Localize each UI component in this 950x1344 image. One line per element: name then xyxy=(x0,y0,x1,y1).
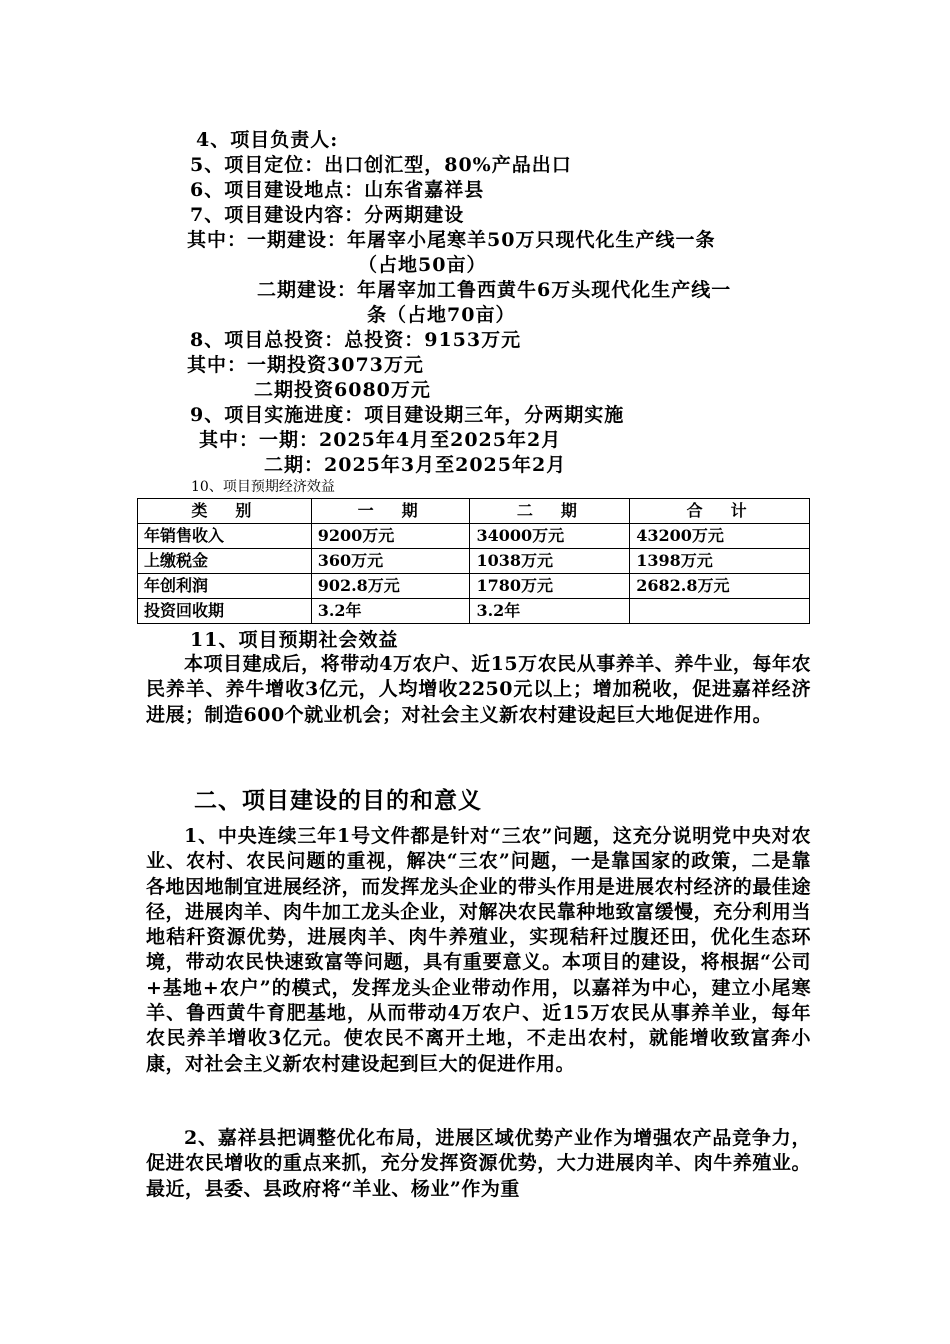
project-positioning-line: 5、项目定位：出口创汇型，80%产品出口 xyxy=(190,154,572,176)
table-cell: 902.8万元 xyxy=(311,574,470,599)
table-row xyxy=(138,524,810,549)
table-cell: 投资回收期 xyxy=(138,599,312,624)
section2-p1-text: 1、中央连续三年1号文件都是针对“三农”问题，这充分说明党中央对农业、农村、农民问题的重视，解决“三农”问题，一是靠国家的政策，二是靠各地因地制宜进展经济，而发挥龙头企业的带头作用是进展农村经济的最佳途径，进展肉羊、肉牛加工龙头企业，对解决农民靠种地致富缓慢，充分利用当地秸秆资源优势，进展肉羊、肉牛养殖业，实现秸秆过腹还田，优化生态环境，带动农民快速致富等问题，具有重要意义。本项目的建设，将根据“公司+基地+农户”的模式，发挥龙头企业带动作用，以嘉祥为中心，建立小尾寒羊、鲁西黄牛育肥基地，从而带动4万农户、近15万农民从事养羊业，每年农民养羊增收3亿元。使农民不离开土地，不走出农村，就能增收致富奔小康，对社会主义新农村建设起到巨大的促进作用。 xyxy=(146,825,811,1075)
social-benefit-title: 11、项目预期社会效益 xyxy=(190,629,399,651)
social-benefit-paragraph xyxy=(146,652,811,728)
table-cell: 2682.8万元 xyxy=(630,574,810,599)
table-cell: 1780万元 xyxy=(470,574,630,599)
phase2-investment-line: 二期投资6080万元 xyxy=(254,379,431,401)
economic-benefit-table xyxy=(137,498,810,624)
section-heading: 二、项目建设的目的和意义 xyxy=(194,787,482,814)
table-header-cell: 二 期 xyxy=(470,499,630,524)
project-leader-line: 4、项目负责人: xyxy=(196,129,339,151)
table-cell xyxy=(630,599,810,624)
table-header-cell: 类 别 xyxy=(138,499,312,524)
table-header-row xyxy=(138,499,810,524)
table-cell: 3.2年 xyxy=(311,599,470,624)
phase1-area-line: （占地50亩） xyxy=(358,254,487,276)
table-header-cell: 合 计 xyxy=(630,499,810,524)
phase2-area-line: 条（占地70亩） xyxy=(367,304,516,326)
table-cell: 上缴税金 xyxy=(138,549,312,574)
phase1-construction-line: 其中：一期建设：年屠宰小尾寒羊50万只现代化生产线一条 xyxy=(187,229,716,251)
section2-paragraph-2 xyxy=(146,1126,811,1202)
table-cell: 年创利润 xyxy=(138,574,312,599)
social-benefit-text: 本项目建成后，将带动4万农户、近15万农民从事养羊、养牛业，每年农民养羊、养牛增收3亿元，人均增收2250元以上；增加税收，促进嘉祥经济进展；制造600个就业机会；对社会主义新农村建设起巨大地促进作用。 xyxy=(146,653,811,726)
phase1-investment-line: 其中：一期投资3073万元 xyxy=(187,354,424,376)
total-investment-line: 8、项目总投资：总投资：9153万元 xyxy=(190,329,522,351)
table-cell: 360万元 xyxy=(311,549,470,574)
table-row xyxy=(138,599,810,624)
table-cell: 1038万元 xyxy=(470,549,630,574)
table-caption: 10、项目预期经济效益 xyxy=(191,479,335,495)
table-cell: 9200万元 xyxy=(311,524,470,549)
section2-p2-text: 2、嘉祥县把调整优化布局，进展区域优势产业作为增强农产品竞争力，促进农民增收的重点来抓，充分发挥资源优势，大力进展肉羊、肉牛养殖业。最近，县委、县政府将“羊业、杨业”作为重 xyxy=(146,1127,811,1200)
table-row xyxy=(138,574,810,599)
table-cell: 1398万元 xyxy=(630,549,810,574)
table-cell: 43200万元 xyxy=(630,524,810,549)
schedule-phase2-line: 二期：2025年3月至2025年2月 xyxy=(264,454,567,476)
table-cell: 34000万元 xyxy=(470,524,630,549)
schedule-line: 9、项目实施进度：项目建设期三年，分两期实施 xyxy=(190,404,625,426)
table-cell: 3.2年 xyxy=(470,599,630,624)
table-row xyxy=(138,549,810,574)
section2-paragraph-1 xyxy=(146,824,811,1077)
schedule-phase1-line: 其中：一期：2025年4月至2025年2月 xyxy=(199,429,562,451)
project-content-line: 7、项目建设内容：分两期建设 xyxy=(190,204,465,226)
phase2-construction-line: 二期建设：年屠宰加工鲁西黄牛6万头现代化生产线一 xyxy=(257,279,732,301)
table-cell: 年销售收入 xyxy=(138,524,312,549)
table-header-cell: 一 期 xyxy=(311,499,470,524)
project-location-line: 6、项目建设地点：山东省嘉祥县 xyxy=(190,179,485,201)
